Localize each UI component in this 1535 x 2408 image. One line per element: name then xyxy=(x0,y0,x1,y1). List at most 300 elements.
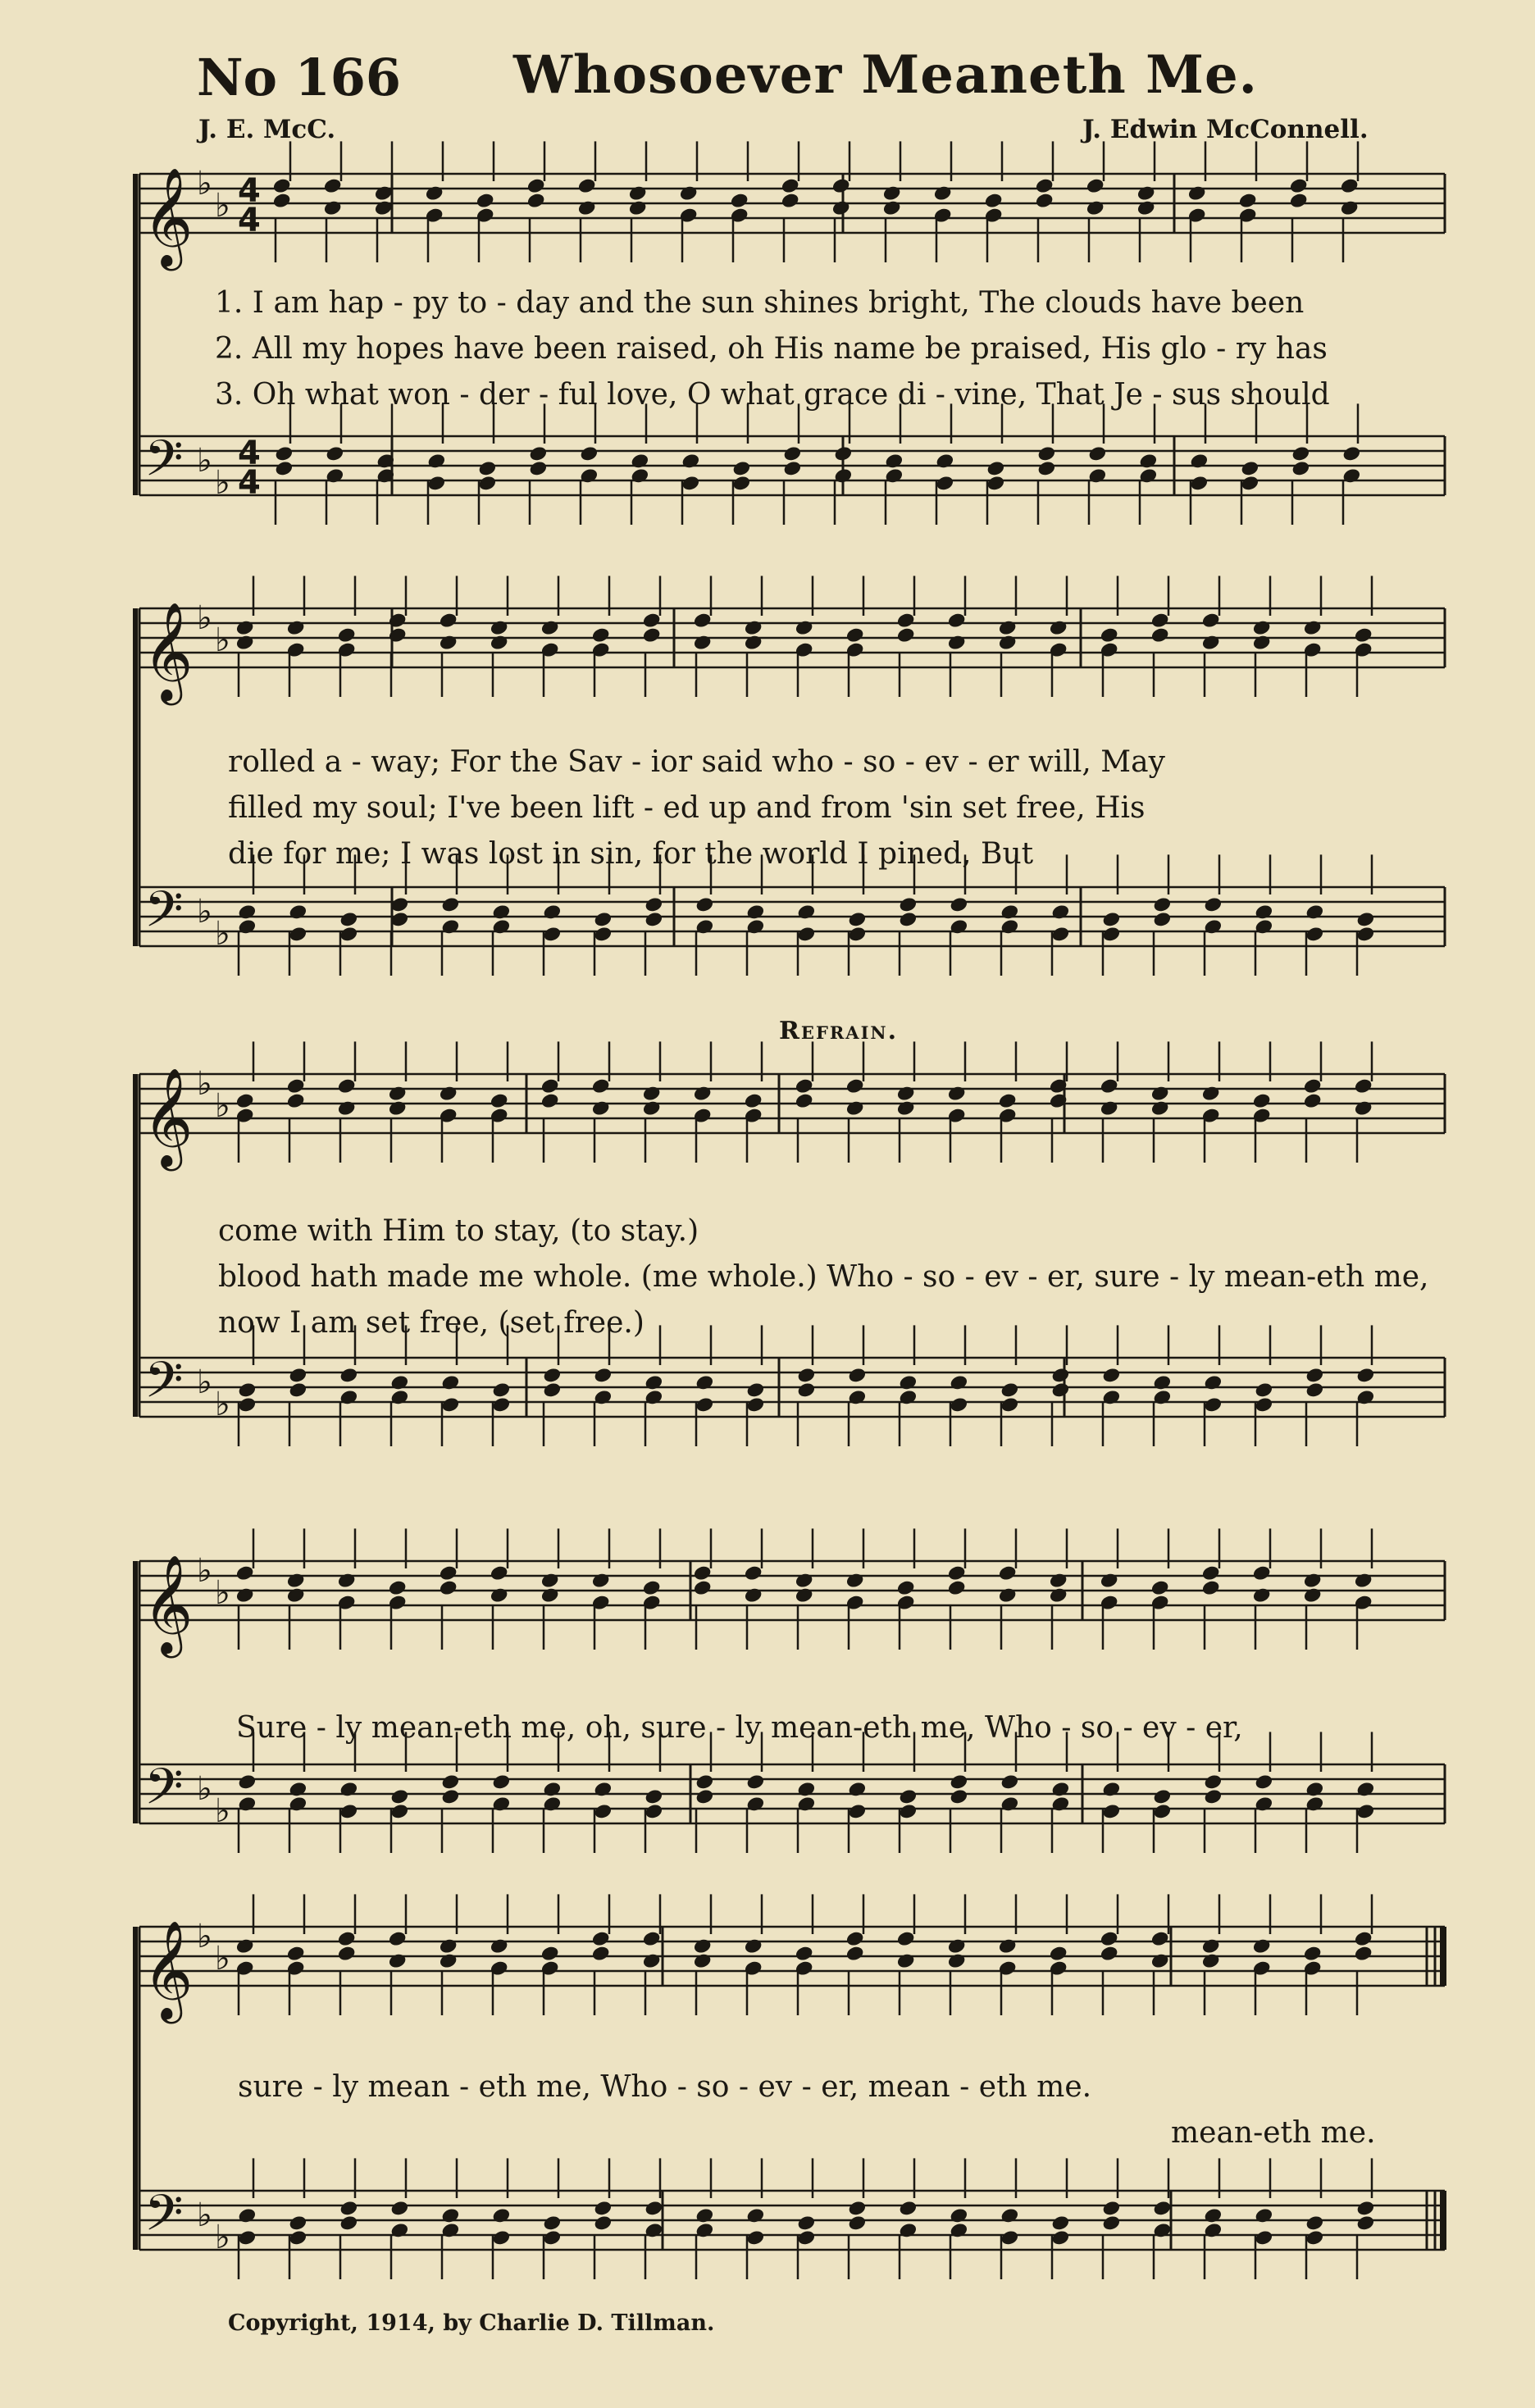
note-head-icon xyxy=(540,1092,560,1109)
note-head-icon xyxy=(337,1945,357,1962)
note-head-icon xyxy=(1252,1092,1272,1109)
note-head-icon xyxy=(896,626,916,644)
note-head-icon xyxy=(998,1586,1018,1604)
note-head-icon xyxy=(1138,453,1158,470)
note-head-icon xyxy=(845,1099,865,1117)
note-head-icon xyxy=(439,1952,458,1969)
flat-icon: ♭ xyxy=(197,442,212,480)
note-head-icon xyxy=(286,1586,306,1604)
note-head-icon xyxy=(745,1773,765,1791)
note-head-icon xyxy=(1252,1586,1272,1604)
flat-icon: ♭ xyxy=(215,464,230,503)
note-head-icon xyxy=(935,475,954,492)
note-head-icon xyxy=(593,911,613,928)
note-head-icon xyxy=(1240,475,1259,492)
bass-clef-icon: 𝄢 xyxy=(144,430,184,500)
note-head-icon xyxy=(477,475,497,492)
note-head-icon xyxy=(644,2200,663,2217)
time-signature-icon: 4 xyxy=(238,464,261,502)
note-head-icon xyxy=(235,634,255,651)
note-head-icon xyxy=(286,1945,306,1962)
note-head-icon xyxy=(693,612,713,629)
note-head-icon xyxy=(237,2229,257,2246)
note-head-icon xyxy=(1086,199,1105,216)
note-head-icon xyxy=(949,896,968,913)
note-head-icon xyxy=(745,2229,765,2246)
lyric-verse1-line1: 1. I am hap - py to - day and the sun shines bright, The clouds have been xyxy=(215,286,1305,320)
note-head-icon xyxy=(540,1945,560,1962)
note-head-icon xyxy=(490,619,509,636)
note-head-icon xyxy=(491,918,511,935)
note-head-icon xyxy=(1050,1796,1070,1813)
note-head-icon xyxy=(490,1586,509,1604)
note-head-icon xyxy=(1201,1579,1221,1596)
note-head-icon xyxy=(440,1788,460,1805)
note-head-icon xyxy=(744,1564,763,1582)
note-head-icon xyxy=(439,1579,458,1596)
note-head-icon xyxy=(286,1077,306,1095)
bass-clef-icon: 𝄢 xyxy=(144,1351,184,1422)
note-head-icon xyxy=(1203,918,1223,935)
note-head-icon xyxy=(1203,1396,1223,1413)
note-head-icon xyxy=(984,192,1004,209)
note-head-icon xyxy=(1101,1389,1121,1406)
note-head-icon xyxy=(1152,2222,1172,2239)
note-head-icon xyxy=(695,1374,714,1391)
time-signature-icon: 4 xyxy=(238,172,261,210)
note-head-icon xyxy=(745,904,765,921)
note-head-icon xyxy=(1201,1937,1221,1955)
note-head-icon xyxy=(845,1945,865,1962)
note-head-icon xyxy=(1101,926,1121,943)
time-signature-icon: 4 xyxy=(238,202,261,239)
note-head-icon xyxy=(1000,1796,1019,1813)
note-head-icon xyxy=(644,1788,663,1805)
note-head-icon xyxy=(949,1773,968,1791)
note-head-icon xyxy=(947,612,967,629)
note-head-icon xyxy=(1050,1781,1070,1798)
flat-icon: ♭ xyxy=(197,1065,212,1104)
note-head-icon xyxy=(591,1099,611,1117)
note-head-icon xyxy=(388,1930,408,1947)
copyright-notice: Copyright, 1914, by Charlie D. Tillman. xyxy=(228,2310,715,2336)
note-head-icon xyxy=(947,1564,967,1582)
note-head-icon xyxy=(477,460,497,477)
note-head-icon xyxy=(847,1367,867,1384)
note-head-icon xyxy=(644,1389,663,1406)
note-head-icon xyxy=(286,619,306,636)
note-head-icon xyxy=(1203,2222,1223,2239)
note-head-icon xyxy=(593,1367,613,1384)
note-head-icon xyxy=(644,911,663,928)
note-head-icon xyxy=(491,1773,511,1791)
note-head-icon xyxy=(1150,1085,1170,1102)
note-head-icon xyxy=(1254,2229,1273,2246)
system-bracket xyxy=(133,1561,138,1823)
note-head-icon xyxy=(1000,2229,1019,2246)
note-head-icon xyxy=(847,1389,867,1406)
note-head-icon xyxy=(1254,1396,1273,1413)
note-head-icon xyxy=(693,1564,713,1582)
treble-clef-icon: 𝄞 xyxy=(143,601,194,701)
note-head-icon xyxy=(1305,1796,1324,1813)
note-head-icon xyxy=(1049,1586,1068,1604)
hymn-title: Whosoever Meaneth Me. xyxy=(513,44,1258,106)
note-head-icon xyxy=(339,1367,358,1384)
note-head-icon xyxy=(1035,177,1054,194)
note-head-icon xyxy=(1152,2200,1172,2217)
note-head-icon xyxy=(235,1937,255,1955)
system-bracket xyxy=(133,1927,138,2250)
note-head-icon xyxy=(1101,2215,1121,2232)
note-head-icon xyxy=(237,1396,257,1413)
note-head-icon xyxy=(947,1085,967,1102)
note-head-icon xyxy=(1152,911,1172,928)
note-head-icon xyxy=(1354,1077,1373,1095)
note-head-icon xyxy=(1252,1937,1272,1955)
note-head-icon xyxy=(695,918,714,935)
note-head-icon xyxy=(1100,1572,1119,1589)
note-head-icon xyxy=(1150,1952,1170,1969)
note-head-icon xyxy=(542,2215,562,2232)
note-head-icon xyxy=(1100,1077,1119,1095)
system-bracket xyxy=(133,608,138,946)
note-head-icon xyxy=(591,1572,611,1589)
note-head-icon xyxy=(1000,1773,1019,1791)
note-head-icon xyxy=(1189,453,1209,470)
note-head-icon xyxy=(542,904,562,921)
note-head-icon xyxy=(782,460,802,477)
note-head-icon xyxy=(642,1930,662,1947)
note-head-icon xyxy=(898,1389,918,1406)
note-head-icon xyxy=(1101,1367,1121,1384)
note-head-icon xyxy=(1305,1382,1324,1399)
note-head-icon xyxy=(642,626,662,644)
note-head-icon xyxy=(1355,2200,1375,2217)
note-head-icon xyxy=(1152,1374,1172,1391)
note-head-icon xyxy=(628,184,648,202)
note-head-icon xyxy=(744,634,763,651)
note-head-icon xyxy=(898,2200,918,2217)
note-head-icon xyxy=(898,911,918,928)
note-head-icon xyxy=(374,184,394,202)
note-head-icon xyxy=(237,1382,257,1399)
lyric-verse3-line3: now I am set free, (set free.) xyxy=(218,1306,645,1340)
note-head-icon xyxy=(642,1099,662,1117)
note-head-icon xyxy=(795,1077,814,1095)
treble-clef-icon: 𝄞 xyxy=(143,166,194,266)
lyric-verse1-line3: come with Him to stay, (to stay.) xyxy=(218,1214,699,1248)
note-head-icon xyxy=(591,1945,611,1962)
note-head-icon xyxy=(1355,1367,1375,1384)
note-head-icon xyxy=(1238,192,1258,209)
note-head-icon xyxy=(1101,1781,1121,1798)
note-head-icon xyxy=(1152,1389,1172,1406)
note-head-icon xyxy=(593,2200,613,2217)
note-head-icon xyxy=(339,2215,358,2232)
note-head-icon xyxy=(896,1930,916,1947)
note-head-icon xyxy=(949,2222,968,2239)
note-head-icon xyxy=(274,460,294,477)
flat-icon: ♭ xyxy=(197,2196,212,2235)
note-head-icon xyxy=(1100,1945,1119,1962)
note-head-icon xyxy=(286,1092,306,1109)
note-head-icon xyxy=(337,626,357,644)
note-head-icon xyxy=(388,1579,408,1596)
note-head-icon xyxy=(693,634,713,651)
note-head-icon xyxy=(1252,619,1272,636)
note-head-icon xyxy=(949,918,968,935)
note-head-icon xyxy=(440,918,460,935)
note-head-icon xyxy=(237,2207,257,2224)
note-head-icon xyxy=(796,926,816,943)
note-head-icon xyxy=(642,612,662,629)
lyric-refrain-echo: mean-eth me. xyxy=(1171,2116,1376,2150)
note-head-icon xyxy=(491,1396,511,1413)
note-head-icon xyxy=(1305,926,1324,943)
note-head-icon xyxy=(540,619,560,636)
note-head-icon xyxy=(731,475,751,492)
note-head-icon xyxy=(949,1396,968,1413)
note-head-icon xyxy=(542,926,562,943)
note-head-icon xyxy=(272,177,292,194)
lyric-verse2-line2: filled my soul; I've been lift - ed up and from 'sin set free, His xyxy=(228,791,1146,825)
note-head-icon xyxy=(1036,460,1056,477)
note-head-icon xyxy=(1303,1077,1323,1095)
note-head-icon xyxy=(644,896,663,913)
note-head-icon xyxy=(882,184,902,202)
note-head-icon xyxy=(693,1579,713,1596)
note-head-icon xyxy=(1354,1930,1373,1947)
note-head-icon xyxy=(339,1389,358,1406)
note-head-icon xyxy=(679,184,699,202)
note-head-icon xyxy=(237,904,257,921)
flat-icon: ♭ xyxy=(197,1363,212,1402)
note-head-icon xyxy=(1355,2215,1375,2232)
note-head-icon xyxy=(1087,467,1107,485)
note-head-icon xyxy=(542,1796,562,1813)
note-head-icon xyxy=(882,199,902,216)
note-head-icon xyxy=(1289,192,1309,209)
note-head-icon xyxy=(339,926,358,943)
note-head-icon xyxy=(935,453,954,470)
note-head-icon xyxy=(526,177,546,194)
flat-icon: ♭ xyxy=(215,2219,230,2257)
note-head-icon xyxy=(795,1586,814,1604)
note-head-icon xyxy=(1254,1796,1273,1813)
note-head-icon xyxy=(845,1930,865,1947)
note-head-icon xyxy=(795,1092,814,1109)
note-head-icon xyxy=(1152,1788,1172,1805)
note-head-icon xyxy=(323,177,343,194)
note-head-icon xyxy=(337,1099,357,1117)
lyric-verse3-line1: 3. Oh what won - der - ful love, O what grace di - vine, That Je - sus should xyxy=(215,378,1330,412)
note-head-icon xyxy=(947,1579,967,1596)
note-head-icon xyxy=(274,445,294,462)
note-head-icon xyxy=(1101,911,1121,928)
note-head-icon xyxy=(491,2207,511,2224)
note-head-icon xyxy=(1201,634,1221,651)
note-head-icon xyxy=(1050,2229,1070,2246)
lyric-verse1-line2: rolled a - way; For the Sav - ior said who - so - ev - er will, May xyxy=(228,745,1165,779)
note-head-icon xyxy=(286,1572,306,1589)
note-head-icon xyxy=(540,1077,560,1095)
note-head-icon xyxy=(695,1788,714,1805)
note-head-icon xyxy=(847,911,867,928)
flat-icon: ♭ xyxy=(215,915,230,954)
system-bracket xyxy=(133,1074,138,1417)
note-heads xyxy=(235,141,1376,2279)
note-head-icon xyxy=(898,1803,918,1820)
refrain-label: Refrain. xyxy=(779,1017,899,1045)
flat-icon: ♭ xyxy=(215,1386,230,1424)
note-head-icon xyxy=(337,1077,357,1095)
note-head-icon xyxy=(782,445,802,462)
note-head-icon xyxy=(1303,619,1323,636)
note-head-icon xyxy=(1340,177,1360,194)
note-head-icon xyxy=(896,1579,916,1596)
note-head-icon xyxy=(1203,1773,1223,1791)
flat-icon: ♭ xyxy=(215,1792,230,1831)
flat-icon: ♭ xyxy=(215,1940,230,1978)
note-head-icon xyxy=(896,1099,916,1117)
note-head-icon xyxy=(949,1374,968,1391)
bass-clef-icon: 𝄢 xyxy=(144,2184,184,2255)
note-head-icon xyxy=(1354,1099,1373,1117)
note-head-icon xyxy=(491,904,511,921)
note-head-icon xyxy=(1150,1579,1170,1596)
note-head-icon xyxy=(323,199,343,216)
note-head-icon xyxy=(847,1781,867,1798)
note-head-icon xyxy=(288,2229,307,2246)
note-head-icon xyxy=(1340,199,1360,216)
note-head-icon xyxy=(593,1803,613,1820)
note-head-icon xyxy=(389,1788,409,1805)
note-head-icon xyxy=(1000,1382,1019,1399)
note-head-icon xyxy=(389,1374,409,1391)
note-head-icon xyxy=(1049,1945,1068,1962)
note-head-icon xyxy=(1203,1788,1223,1805)
note-head-icon xyxy=(235,1564,255,1582)
note-head-icon xyxy=(833,467,853,485)
note-head-icon xyxy=(425,184,444,202)
note-head-icon xyxy=(998,1564,1018,1582)
note-head-icon xyxy=(593,926,613,943)
note-head-icon xyxy=(288,926,307,943)
note-head-icon xyxy=(389,2222,409,2239)
note-head-icon xyxy=(681,475,700,492)
bass-clef-icon: 𝄢 xyxy=(144,881,184,951)
note-head-icon xyxy=(579,467,599,485)
note-head-icon xyxy=(1101,2200,1121,2217)
note-head-icon xyxy=(593,2215,613,2232)
note-head-icon xyxy=(1240,460,1259,477)
note-head-icon xyxy=(998,619,1018,636)
note-head-icon xyxy=(745,2207,765,2224)
lyric-verse2-line1: 2. All my hopes have been raised, oh His name be praised, His glo - ry has xyxy=(215,332,1328,366)
note-head-icon xyxy=(1355,926,1375,943)
note-head-icon xyxy=(591,626,611,644)
note-head-icon xyxy=(337,1930,357,1947)
note-head-icon xyxy=(1100,1930,1119,1947)
note-head-icon xyxy=(528,445,548,462)
note-head-icon xyxy=(1254,904,1273,921)
note-head-icon xyxy=(1150,1099,1170,1117)
note-head-icon xyxy=(476,192,495,209)
note-head-icon xyxy=(781,192,800,209)
note-head-icon xyxy=(1050,1367,1070,1384)
note-head-icon xyxy=(1000,1396,1019,1413)
note-head-icon xyxy=(237,1773,257,1791)
note-head-icon xyxy=(577,199,597,216)
note-head-icon xyxy=(237,918,257,935)
note-head-icon xyxy=(896,1085,916,1102)
note-head-icon xyxy=(540,1586,560,1604)
note-head-icon xyxy=(591,1077,611,1095)
note-head-icon xyxy=(845,1077,865,1095)
note-head-icon xyxy=(1000,904,1019,921)
note-head-icon xyxy=(898,896,918,913)
note-head-icon xyxy=(1086,177,1105,194)
system-brackets xyxy=(133,174,138,2250)
note-head-icon xyxy=(744,1586,763,1604)
note-head-icon xyxy=(288,2215,307,2232)
note-head-icon xyxy=(1201,612,1221,629)
note-head-icon xyxy=(1291,460,1310,477)
note-head-icon xyxy=(491,1796,511,1813)
flat-icon: ♭ xyxy=(197,1552,212,1591)
note-head-icon xyxy=(884,467,904,485)
note-head-icon xyxy=(933,184,953,202)
note-head-icon xyxy=(695,1396,714,1413)
note-head-icon xyxy=(695,2207,714,2224)
note-head-icon xyxy=(389,1389,409,1406)
treble-clef-icon: 𝄞 xyxy=(143,1067,194,1167)
note-head-icon xyxy=(730,192,749,209)
note-head-icon xyxy=(389,2200,409,2217)
note-head-icon xyxy=(540,1572,560,1589)
note-head-icon xyxy=(337,1572,357,1589)
note-head-icon xyxy=(528,460,548,477)
note-head-icon xyxy=(235,1092,255,1109)
note-head-icon xyxy=(1355,1803,1375,1820)
note-head-icon xyxy=(1291,445,1310,462)
note-head-icon xyxy=(593,1781,613,1798)
note-head-icon xyxy=(1252,634,1272,651)
note-head-icon xyxy=(896,612,916,629)
note-head-icon xyxy=(439,1564,458,1582)
note-head-icon xyxy=(490,1564,509,1582)
note-head-icon xyxy=(796,1367,816,1384)
note-head-icon xyxy=(681,453,700,470)
note-head-icon xyxy=(998,634,1018,651)
note-head-icon xyxy=(796,1781,816,1798)
note-head-icon xyxy=(1049,1572,1068,1589)
note-head-icon xyxy=(1101,1803,1121,1820)
note-head-icon xyxy=(1203,896,1223,913)
treble-clef-icon: 𝄞 xyxy=(143,1554,194,1654)
note-head-icon xyxy=(388,1085,408,1102)
note-head-icon xyxy=(847,926,867,943)
note-head-icon xyxy=(577,177,597,194)
note-head-icon xyxy=(439,634,458,651)
note-head-icon xyxy=(288,1367,307,1384)
note-head-icon xyxy=(374,199,394,216)
note-head-icon xyxy=(1087,445,1107,462)
note-head-icon xyxy=(388,612,408,629)
note-head-icon xyxy=(1305,2229,1324,2246)
note-head-icon xyxy=(898,2222,918,2239)
